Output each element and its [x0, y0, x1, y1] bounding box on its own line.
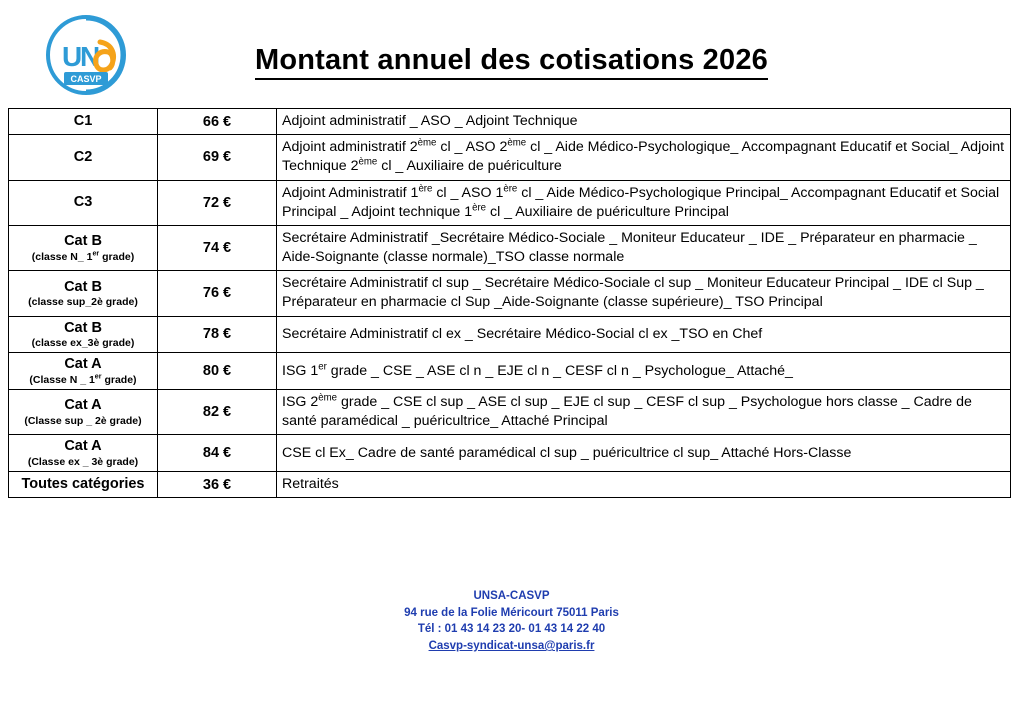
table-body — [9, 109, 1011, 498]
row-category — [9, 109, 158, 135]
document-header — [0, 0, 1023, 100]
row-description: Secrétaire Administratif cl sup _ Secrétaire Médico-Sociale cl sup _ Moniteur Educateur Principal _ IDE cl Sup _ Préparateur en pharmacie cl Sup _Aide-Soignante (classe supérieure)_ TSO Principal — [277, 271, 1011, 316]
table-row — [9, 353, 1011, 390]
row-description: Retraités — [277, 472, 1011, 498]
category-sublabel: (Classe sup _ 2è grade) — [24, 414, 142, 427]
cotisations-table — [8, 108, 1011, 498]
row-category — [9, 316, 158, 353]
category-label: C3 — [73, 194, 93, 211]
row-amount: 72 € — [158, 180, 277, 225]
category-label: Toutes catégories — [21, 476, 145, 493]
row-category — [9, 390, 158, 435]
row-description: Secrétaire Administratif _Secrétaire Médico-Sociale _ Moniteur Educateur _ IDE _ Préparateur en pharmacie _ Aide-Soignante (classe normale)_TSO classe normale — [277, 225, 1011, 270]
footer-address: 94 rue de la Folie Méricourt 75011 Paris — [404, 606, 619, 619]
table-row — [9, 435, 1011, 472]
row-amount: 36 € — [158, 472, 277, 498]
svg-text:U: U — [62, 41, 83, 72]
row-amount: 80 € — [158, 353, 277, 390]
table-row — [9, 135, 1011, 180]
table-row — [9, 109, 1011, 135]
table-row — [9, 225, 1011, 270]
row-description: Adjoint Administratif 1ère cl _ ASO 1ère cl _ Aide Médico-Psychologique Principal_ Accompagnant Educatif et Social Principal _ Adjoint technique 1ère cl _ Auxiliaire de puériculture Principal — [277, 180, 1011, 225]
svg-text:CASVP: CASVP — [70, 74, 102, 84]
row-category — [9, 135, 158, 180]
category-label: Cat B — [64, 278, 102, 295]
row-description: ISG 1er grade _ CSE _ ASE cl n _ EJE cl n _ CESF cl n _ Psychologue_ Attaché_ — [277, 353, 1011, 390]
row-amount: 82 € — [158, 390, 277, 435]
table-row — [9, 271, 1011, 316]
page-title — [0, 44, 1023, 77]
category-sublabel: (Classe ex _ 3è grade) — [27, 456, 139, 469]
row-category — [9, 271, 158, 316]
document-footer — [0, 588, 1023, 655]
category-label: Cat B — [64, 233, 102, 250]
row-amount: 66 € — [158, 109, 277, 135]
row-description: Adjoint administratif 2ème cl _ ASO 2ème cl _ Aide Médico-Psychologique_ Accompagnant Educatif et Social_ Adjoint Technique 2ème cl _ Auxiliaire de puériculture — [277, 135, 1011, 180]
row-amount: 84 € — [158, 435, 277, 472]
table-row — [9, 180, 1011, 225]
row-amount: 78 € — [158, 316, 277, 353]
table-row — [9, 316, 1011, 353]
cotisations-table-wrap — [8, 108, 1011, 498]
row-description: ISG 2ème grade _ CSE cl sup _ ASE cl sup _ EJE cl sup _ CESF cl sup _ Psychologue hors classe _ Cadre de santé paramédical _ puéricultrice_ Attaché Principal — [277, 390, 1011, 435]
footer-phone: Tél : 01 43 14 23 20- 01 43 14 22 40 — [417, 623, 606, 636]
page-title-text: Montant annuel des cotisations 2026 — [255, 44, 768, 80]
row-category — [9, 472, 158, 498]
row-description: Adjoint administratif _ ASO _ Adjoint Technique — [277, 109, 1011, 135]
row-amount: 69 € — [158, 135, 277, 180]
category-label: C2 — [73, 149, 93, 165]
category-label: Cat A — [64, 356, 102, 373]
category-sublabel: (classe sup_2è grade) — [28, 296, 138, 309]
category-label: Cat B — [64, 319, 102, 336]
svg-text:N: N — [80, 41, 101, 72]
footer-org: UNSA-CASVP — [473, 590, 550, 602]
category-sublabel: (classe N_ 1er grade) — [31, 249, 135, 263]
row-description: CSE cl Ex_ Cadre de santé paramédical cl sup _ puéricultrice cl sup_ Attaché Hors-Classe — [277, 435, 1011, 472]
row-category — [9, 435, 158, 472]
table-row — [9, 472, 1011, 498]
category-sublabel: (Classe N _ 1er grade) — [29, 372, 137, 386]
row-amount: 74 € — [158, 225, 277, 270]
row-category — [9, 225, 158, 270]
row-amount: 76 € — [158, 271, 277, 316]
footer-email-link[interactable]: Casvp-syndicat-unsa@paris.fr — [428, 640, 595, 653]
table-row — [9, 390, 1011, 435]
category-label: C1 — [73, 113, 93, 130]
category-label: Cat A — [64, 397, 102, 414]
category-label: Cat A — [64, 438, 102, 455]
row-description: Secrétaire Administratif cl ex _ Secrétaire Médico-Social cl ex _TSO en Chef — [277, 316, 1011, 353]
row-category — [9, 353, 158, 390]
row-category — [9, 180, 158, 225]
category-sublabel: (classe ex_3è grade) — [31, 337, 135, 350]
